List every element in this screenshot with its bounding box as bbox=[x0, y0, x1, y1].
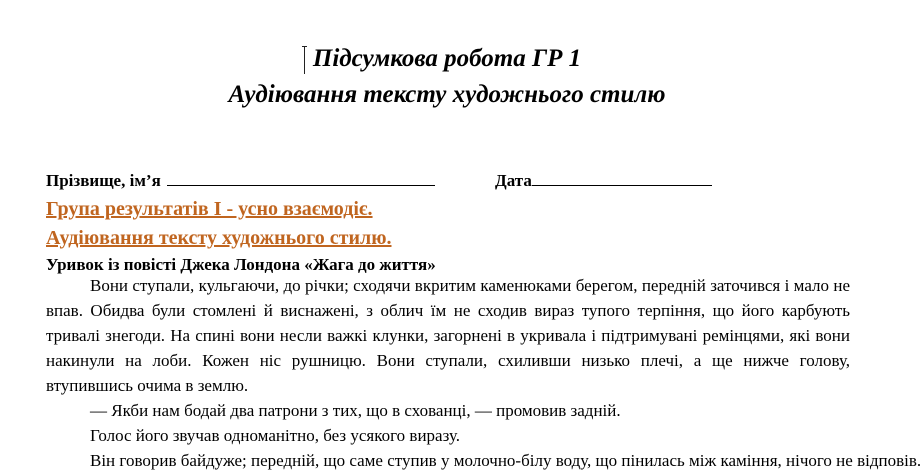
document-subtitle: Аудіювання тексту художнього стилю bbox=[228, 81, 666, 108]
date-blank-line[interactable] bbox=[532, 169, 712, 186]
paragraph-1: Вони ступали, кульгаючи, до річки; сходячи вкритим каменюками берегом, передній заточився і мало не впав. Обидва були стомлені й виснажені, з облич їм не сходив вираз тупого терпіння, що його карбують тривалі знегоди. На спині вони несли важкі клунки, загорнені в укривала і підтримувані ремінцями, які вони накинули на лоби. Кожен ніс рушницю. Вони ступали, схиливши низько плечі, а ще нижче голову, втупившись очима в землю. bbox=[46, 276, 850, 395]
date-field[interactable] bbox=[495, 169, 712, 192]
name-blank-line[interactable] bbox=[167, 169, 435, 186]
dialogue-line: — Якби нам бодай два патрони з тих, що в схованці, — промовив задній. bbox=[90, 401, 621, 420]
excerpt-heading: Уривок із повісті Джека Лондона «Жага до життя» bbox=[46, 255, 436, 274]
name-label: Прізвище, ім’я bbox=[46, 171, 161, 190]
group-heading: Група результатів І - усно взаємодіє. bbox=[46, 198, 373, 220]
cutoff-line: Він говорив байдуже; передній, що саме ступив у молочно-білу воду, що пінилась між каміння, нічого не відповів. bbox=[90, 451, 921, 470]
document-title: Підсумкова робота ГР 1 bbox=[312, 45, 582, 72]
narration-line: Голос його звучав одноманітно, без усякого виразу. bbox=[90, 426, 460, 445]
date-label: Дата bbox=[495, 171, 532, 190]
audio-heading: Аудіювання тексту художнього стилю. bbox=[46, 227, 392, 249]
name-field[interactable] bbox=[46, 169, 435, 192]
